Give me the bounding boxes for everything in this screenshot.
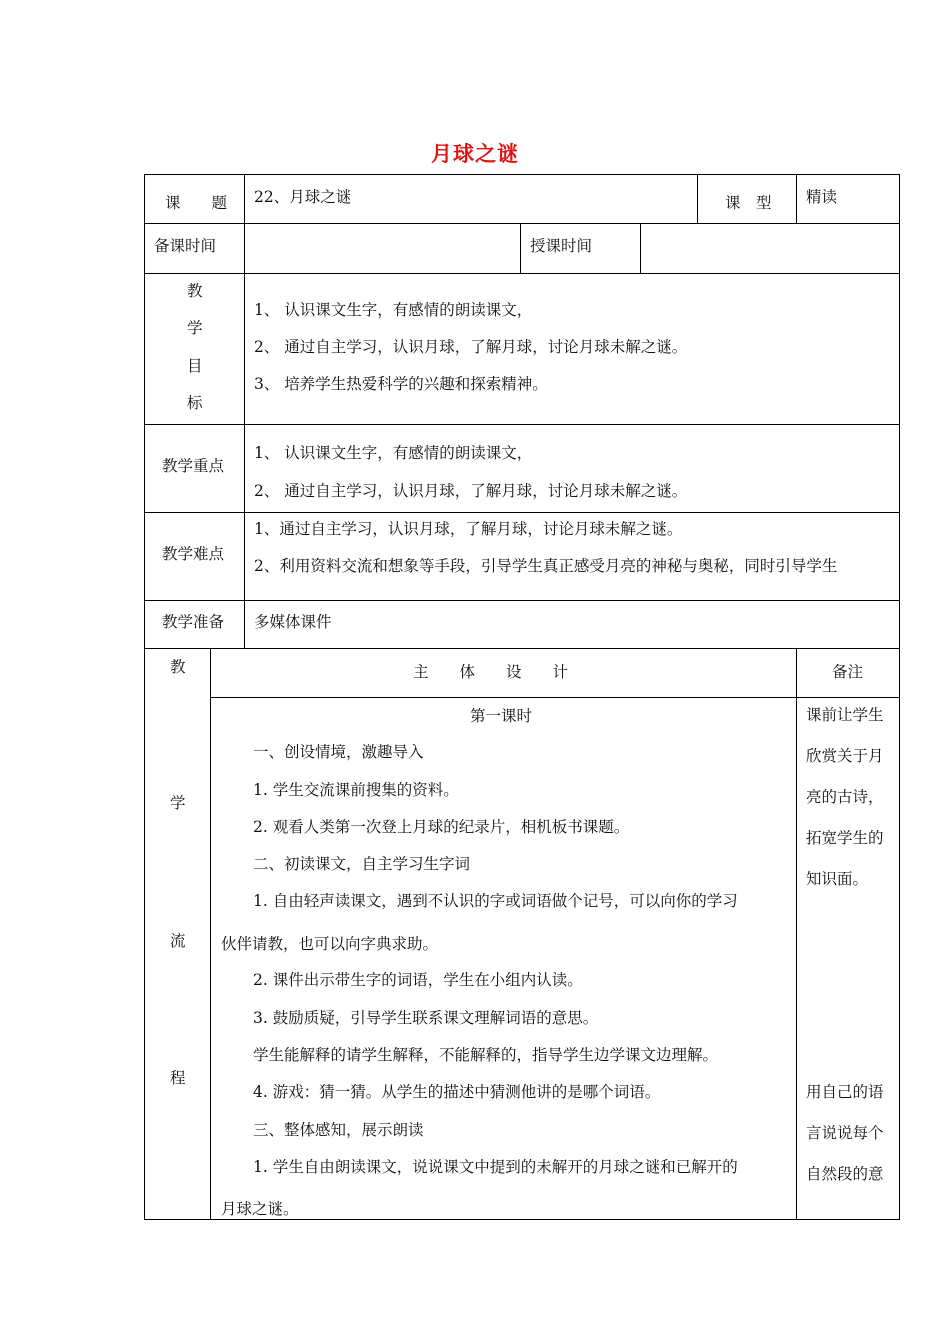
process-line: 伙伴请教，也可以向字典求助。 (221, 935, 439, 953)
type-label: 课 型 (725, 194, 772, 212)
process-line: 2. 观看人类第一次登上月球的纪录片，相机板书课题。 (253, 818, 630, 836)
process-side-char: 教 (170, 658, 186, 676)
process-line: 1. 自由轻声读课文，遇到不认识的字或词语做个记号，可以向你的学习 (253, 892, 738, 910)
preparation-label: 教学准备 (162, 613, 225, 631)
row-divider (144, 600, 900, 601)
key-points-label: 教学重点 (162, 457, 225, 475)
column-divider (796, 174, 797, 224)
process-line: 1. 学生交流课前搜集的资料。 (253, 781, 459, 799)
goals-label-char: 标 (187, 394, 203, 412)
goal-item: 1、 认识课文生字，有感情的朗读课文， (254, 301, 533, 319)
main-design-header: 主 体 设 计 (413, 663, 569, 681)
difficulty-item: 2、利用资料交流和想象等手段，引导学生真正感受月亮的神秘与奥秘，同时引导学生 (254, 557, 838, 575)
table-border-left (144, 174, 145, 1220)
process-line: 一、创设情境，激趣导入 (253, 743, 424, 761)
table-border-bottom (144, 1219, 900, 1220)
note-line: 亮的古诗， (806, 788, 884, 806)
note-line: 用自己的语 (806, 1083, 884, 1101)
process-line: 1. 学生自由朗读课文，说说课文中提到的未解开的月球之谜和已解开的 (253, 1158, 738, 1176)
topic-label: 课 题 (165, 194, 228, 212)
goals-label-char: 教 (187, 282, 203, 300)
table-border-top (144, 174, 900, 175)
column-divider (796, 648, 797, 1220)
process-side-char: 程 (170, 1069, 186, 1087)
process-line: 月球之谜。 (221, 1200, 299, 1218)
row-divider (144, 648, 900, 649)
process-line: 2. 课件出示带生字的词语，学生在小组内认读。 (253, 971, 583, 989)
lesson-title: 第一课时 (470, 707, 533, 725)
row-divider (144, 223, 900, 224)
row-divider (144, 424, 900, 425)
note-line: 拓宽学生的 (806, 829, 884, 847)
difficulty-item: 1、通过自主学习，认识月球，了解月球，讨论月球未解之谜。 (254, 520, 683, 538)
note-line: 自然段的意 (806, 1165, 884, 1183)
column-divider (697, 174, 698, 224)
document-title: 月球之谜 (431, 141, 519, 166)
process-line: 4. 游戏：猜一猜。从学生的描述中猜测他讲的是哪个词语。 (253, 1083, 661, 1101)
table-border-right (899, 174, 900, 1220)
row-divider (144, 273, 900, 274)
process-line: 学生能解释的请学生解释，不能解释的，指导学生边学课文边理解。 (253, 1046, 719, 1064)
topic-value: 22、月球之谜 (254, 188, 352, 206)
notes-header: 备注 (832, 663, 864, 681)
type-value: 精读 (806, 188, 838, 206)
note-line: 欣赏关于月 (806, 747, 884, 765)
key-point-item: 1、 认识课文生字，有感情的朗读课文， (254, 444, 533, 462)
note-line: 课前让学生 (806, 706, 884, 724)
process-line: 二、初读课文，自主学习生字词 (253, 855, 471, 873)
note-line: 言说说每个 (806, 1124, 884, 1142)
process-side-char: 流 (170, 932, 186, 950)
goal-item: 3、 培养学生热爱科学的兴趣和探索精神。 (254, 375, 548, 393)
note-line: 知识面。 (806, 870, 869, 888)
goals-label-char: 目 (187, 357, 203, 375)
process-side-char: 学 (170, 794, 186, 812)
preparation-value: 多媒体课件 (254, 613, 332, 631)
goals-label-char: 学 (187, 319, 203, 337)
process-line: 三、整体感知，展示朗读 (253, 1121, 424, 1139)
column-divider (210, 648, 211, 1220)
goal-item: 2、 通过自主学习，认识月球，了解月球，讨论月球未解之谜。 (254, 338, 688, 356)
key-point-item: 2、 通过自主学习，认识月球，了解月球，讨论月球未解之谜。 (254, 482, 688, 500)
prep-time-label: 备课时间 (154, 237, 217, 255)
difficulties-content (245, 513, 899, 599)
teach-time-label: 授课时间 (530, 237, 593, 255)
column-divider (640, 223, 641, 274)
difficulties-label: 教学难点 (162, 545, 225, 563)
column-divider (520, 223, 521, 274)
process-line: 3. 鼓励质疑，引导学生联系课文理解词语的意思。 (253, 1009, 599, 1027)
